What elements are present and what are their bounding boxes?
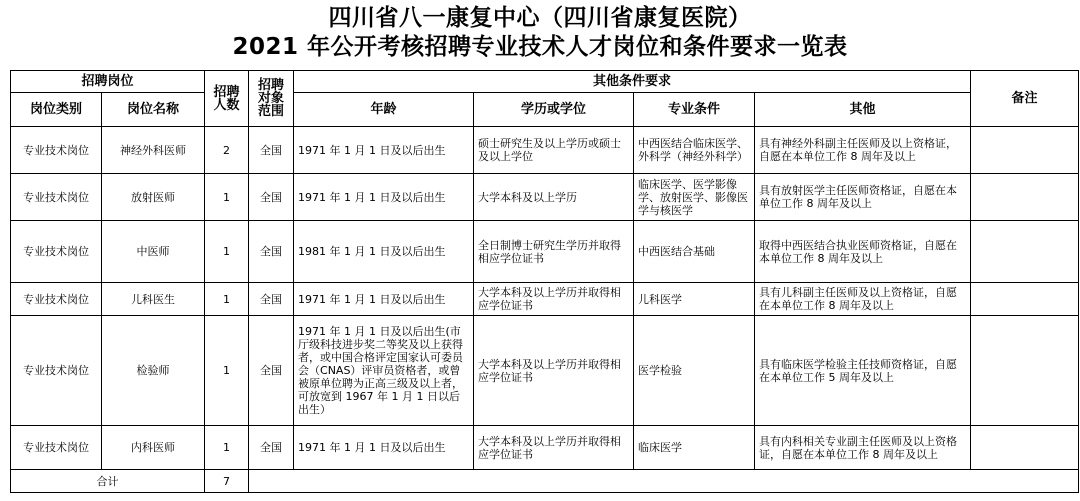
total-empty	[249, 470, 1079, 493]
cell-education: 硕士研究生及以上学历或硕士及以上学位	[474, 127, 634, 174]
header-education: 学历或学位	[474, 93, 634, 127]
cell-scope: 全国	[249, 221, 294, 283]
cell-education: 全日制博士研究生学历并取得相应学位证书	[474, 221, 634, 283]
table-row	[11, 283, 1079, 316]
cell-scope: 全国	[249, 174, 294, 221]
cell-major: 中西医结合临床医学、外科学（神经外科学）	[634, 127, 755, 174]
cell-major: 医学检验	[634, 316, 755, 426]
cell-other: 具有放射医学主任医师资格证，自愿在本单位工作 8 周年及以上	[755, 174, 971, 221]
cell-remark	[971, 221, 1079, 283]
header-major: 专业条件	[634, 93, 755, 127]
cell-type: 专业技术岗位	[11, 174, 102, 221]
cell-name: 儿科医生	[102, 283, 205, 316]
header-post-type: 岗位类别	[11, 93, 102, 127]
cell-other: 具有儿科副主任医师及以上资格证，自愿在本单位工作 8 周年及以上	[755, 283, 971, 316]
cell-major: 临床医学	[634, 426, 755, 470]
total-row	[11, 470, 1079, 493]
title-line-1: 四川省八一康复中心（四川省康复医院）	[328, 5, 752, 31]
cell-other: 具有内科相关专业副主任医师及以上资格证，自愿在本单位工作 8 周年及以上	[755, 426, 971, 470]
cell-name: 神经外科医师	[102, 127, 205, 174]
cell-major: 中西医结合基础	[634, 221, 755, 283]
cell-education: 大学本科及以上学历并取得相应学位证书	[474, 426, 634, 470]
cell-name: 中医师	[102, 221, 205, 283]
cell-age: 1971 年 1 月 1 日及以后出生(市厅级科技进步奖二等奖及以上获得者，或中国合格评定国家认可委员会（CNAS）评审员资格者，或曾被原单位聘为正高三级及以上者，可放宽到 1967 年 1 月 1 日以后出生）	[294, 316, 474, 426]
total-label: 合计	[11, 470, 205, 493]
cell-remark	[971, 174, 1079, 221]
cell-major: 临床医学、医学影像学、放射医学、影像医学与核医学	[634, 174, 755, 221]
cell-scope: 全国	[249, 426, 294, 470]
cell-education: 大学本科及以上学历并取得相应学位证书	[474, 283, 634, 316]
table-row	[11, 174, 1079, 221]
table-row	[11, 426, 1079, 470]
header-post-group: 招聘岗位	[11, 71, 205, 93]
header-remark: 备注	[971, 71, 1079, 127]
cell-count: 1	[205, 316, 249, 426]
cell-count: 1	[205, 174, 249, 221]
recruitment-table	[10, 70, 1079, 493]
cell-type: 专业技术岗位	[11, 283, 102, 316]
cell-other: 具有神经外科副主任医师及以上资格证，自愿在本单位工作 8 周年及以上	[755, 127, 971, 174]
cell-education: 大学本科及以上学历	[474, 174, 634, 221]
cell-remark	[971, 426, 1079, 470]
cell-remark	[971, 127, 1079, 174]
cell-type: 专业技术岗位	[11, 316, 102, 426]
cell-scope: 全国	[249, 316, 294, 426]
cell-type: 专业技术岗位	[11, 127, 102, 174]
cell-count: 2	[205, 127, 249, 174]
header-count: 招聘人数	[205, 71, 249, 127]
cell-age: 1971 年 1 月 1 日及以后出生	[294, 283, 474, 316]
cell-count: 1	[205, 426, 249, 470]
table-row	[11, 127, 1079, 174]
header-post-name: 岗位名称	[102, 93, 205, 127]
cell-remark	[971, 283, 1079, 316]
cell-name: 检验师	[102, 316, 205, 426]
cell-age: 1971 年 1 月 1 日及以后出生	[294, 174, 474, 221]
header-conditions-group: 其他条件要求	[294, 71, 971, 93]
cell-age: 1981 年 1 月 1 日及以后出生	[294, 221, 474, 283]
cell-type: 专业技术岗位	[11, 221, 102, 283]
header-scope: 招聘对象范围	[249, 71, 294, 127]
header-other: 其他	[755, 93, 971, 127]
cell-age: 1971 年 1 月 1 日及以后出生	[294, 127, 474, 174]
cell-other: 具有临床医学检验主任技师资格证，自愿在本单位工作 5 周年及以上	[755, 316, 971, 426]
title-line-2: 2021 年公开考核招聘专业技术人才岗位和条件要求一览表	[232, 34, 848, 60]
cell-scope: 全国	[249, 283, 294, 316]
cell-education: 大学本科及以上学历并取得相应学位证书	[474, 316, 634, 426]
cell-major: 儿科医学	[634, 283, 755, 316]
cell-age: 1971 年 1 月 1 日及以后出生	[294, 426, 474, 470]
cell-name: 放射医师	[102, 174, 205, 221]
cell-type: 专业技术岗位	[11, 426, 102, 470]
total-count: 7	[205, 470, 249, 493]
cell-count: 1	[205, 283, 249, 316]
table-row	[11, 316, 1079, 426]
table-row	[11, 221, 1079, 283]
cell-count: 1	[205, 221, 249, 283]
cell-scope: 全国	[249, 127, 294, 174]
cell-remark	[971, 316, 1079, 426]
cell-other: 取得中西医结合执业医师资格证，自愿在本单位工作 8 周年及以上	[755, 221, 971, 283]
cell-name: 内科医师	[102, 426, 205, 470]
header-age: 年龄	[294, 93, 474, 127]
